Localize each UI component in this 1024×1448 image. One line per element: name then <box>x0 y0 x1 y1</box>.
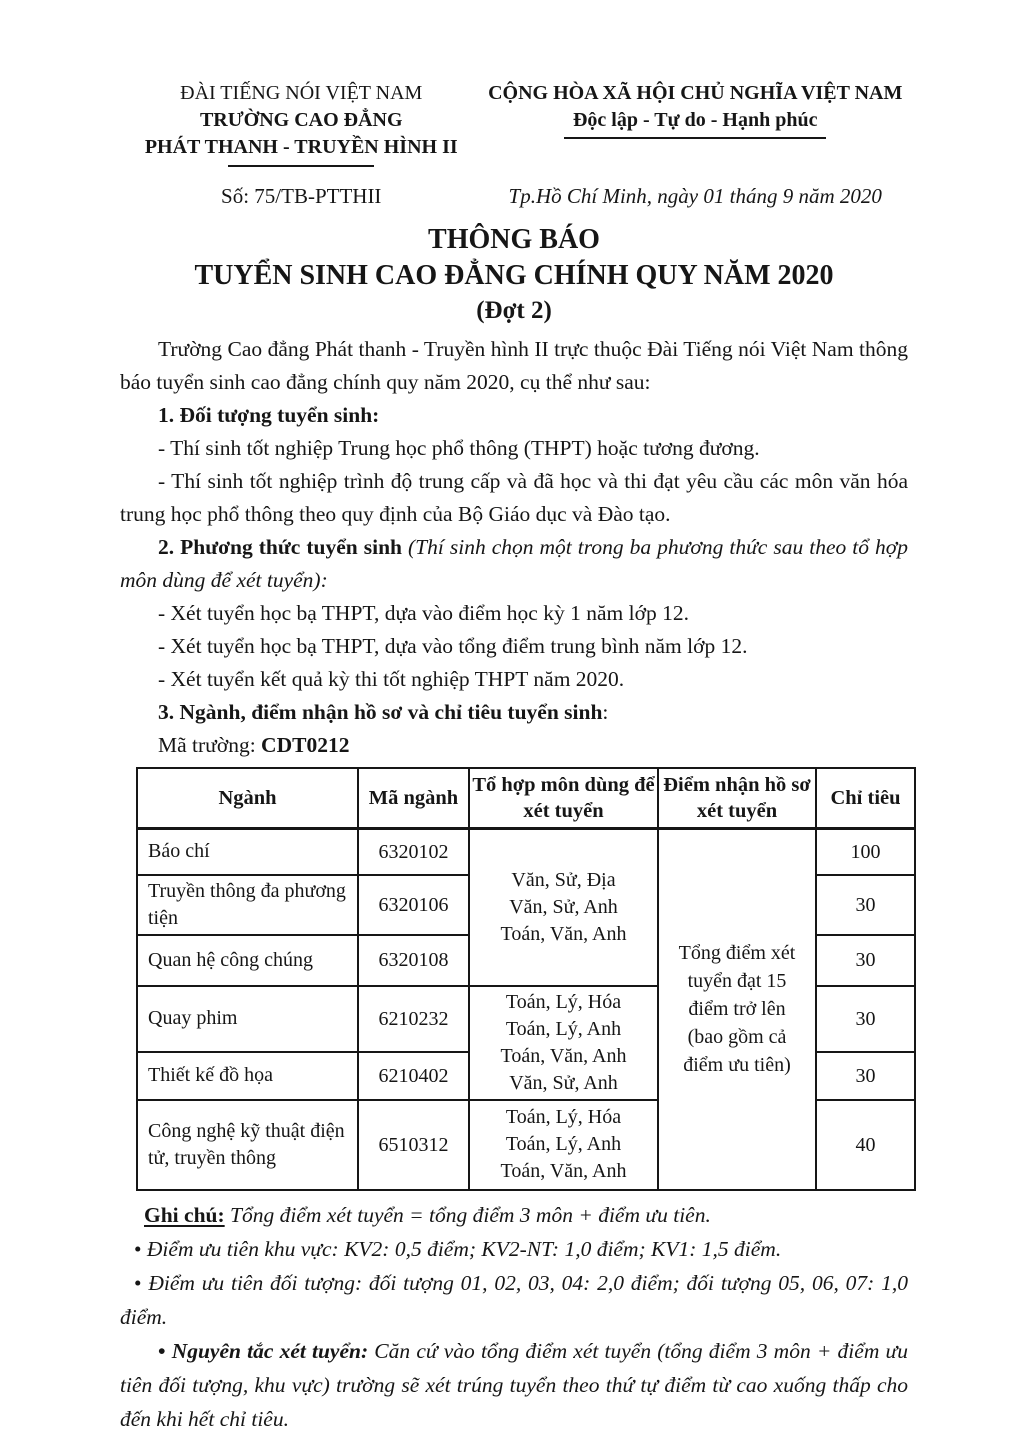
national-motto-block <box>482 80 908 167</box>
note-bullet3-text: Căn cứ vào tổng điểm xét tuyển (tổng điểm 3 môn + điểm ưu tiên đối tượng, khu vực) trường sẽ xét trúng tuyển theo thứ tự điểm từ cao xuống thấp cho đến khi hết chỉ tiêu. <box>120 1338 908 1431</box>
cell-diem-nhan: Tổng điểm xét tuyển đạt 15 điểm trở lên (bao gồm cả điểm ưu tiên) <box>658 829 816 1190</box>
cell-nganh: Truyền thông đa phương tiện <box>137 875 358 935</box>
title-block <box>120 222 908 327</box>
date-place: Tp.Hồ Chí Minh, ngày 01 tháng 9 năm 2020 <box>508 184 882 208</box>
document-body <box>120 333 908 1436</box>
cell-nganh: Báo chí <box>137 829 358 875</box>
school-code-paragraph <box>120 729 908 762</box>
table-row <box>137 829 915 875</box>
bullet-icon: • <box>134 1236 142 1261</box>
org-name-line2: PHÁT THANH - TRUYỀN HÌNH II <box>144 136 458 158</box>
to-hop-line: Văn, Sử, Địa <box>511 868 616 891</box>
note-bullet2 <box>120 1266 908 1334</box>
school-code-label: Mã trường: <box>158 733 262 757</box>
org-parent-name: ĐÀI TIẾNG NÓI VIỆT NAM <box>180 82 423 104</box>
section1-item1: - Thí sinh tốt nghiệp Trung học phổ thông (THPT) hoặc tương đương. <box>158 436 760 460</box>
section2-item1: - Xét tuyển học bạ THPT, dựa vào điểm học kỳ 1 năm lớp 12. <box>158 601 689 625</box>
to-hop-line: Văn, Sử, Anh <box>509 895 618 918</box>
motto-underline <box>564 137 826 139</box>
org-name-line1: TRƯỜNG CAO ĐẲNG <box>199 109 403 131</box>
col-header-ma-nganh: Mã ngành <box>358 768 469 829</box>
note-bullet1 <box>120 1232 908 1266</box>
to-hop-line: Toán, Lý, Hóa <box>505 1106 622 1128</box>
section2-item3: - Xét tuyển kết quả kỳ thi tốt nghiệp THPT năm 2020. <box>158 667 625 691</box>
note-label: Ghi chú: <box>144 1202 225 1227</box>
cell-nganh: Thiết kế đồ họa <box>137 1052 358 1100</box>
cell-ma-nganh: 6510312 <box>358 1100 469 1190</box>
org-underline <box>228 165 374 167</box>
cell-nganh: Quay phim <box>137 986 358 1052</box>
section3-heading: 3. Ngành, điểm nhận hồ sơ và chỉ tiêu tuyển sinh <box>158 700 603 724</box>
cell-ma-nganh: 6320108 <box>358 935 469 986</box>
school-code: CDT0212 <box>261 733 350 757</box>
table-header-row <box>137 768 915 829</box>
bullet-icon: • <box>134 1270 142 1295</box>
cell-chi-tieu: 100 <box>816 829 915 875</box>
section2-item2: - Xét tuyển học bạ THPT, dựa vào tổng điểm trung bình năm lớp 12. <box>158 634 748 658</box>
title-line2: TUYỂN SINH CAO ĐẲNG CHÍNH QUY NĂM 2020 <box>194 260 834 291</box>
cell-ma-nganh: 6210402 <box>358 1052 469 1100</box>
section2-heading: 2. Phương thức tuyển sinh <box>158 535 402 559</box>
to-hop-line: Toán, Lý, Anh <box>505 1017 622 1040</box>
section1-item2: - Thí sinh tốt nghiệp trình độ trung cấp và đã học và thi đạt yêu cầu các môn văn hóa trung học phổ thông theo quy định của Bộ Giáo dục và Đào tạo. <box>120 469 908 526</box>
col-header-diem-nhan: Điểm nhận hồ sơ xét tuyển <box>658 768 816 829</box>
cell-ma-nganh: 6320102 <box>358 829 469 875</box>
document-meta-row <box>120 184 908 209</box>
republic-title: CỘNG HÒA XÃ HỘI CHỦ NGHĨA VIỆT NAM <box>488 82 903 104</box>
issuing-org-block <box>120 80 482 167</box>
col-header-to-hop: Tổ hợp môn dùng để xét tuyển <box>469 768 658 829</box>
bullet-icon: • <box>158 1338 166 1363</box>
cell-nganh: Công nghệ kỹ thuật điện tử, truyền thông <box>137 1100 358 1190</box>
cell-to-hop-group1 <box>469 829 658 986</box>
title-line1: THÔNG BÁO <box>428 224 600 255</box>
to-hop-line: Toán, Lý, Anh <box>505 1133 622 1155</box>
cell-ma-nganh: 6320106 <box>358 875 469 935</box>
to-hop-line: Toán, Văn, Anh <box>500 1160 627 1182</box>
to-hop-line: Toán, Lý, Hóa <box>505 990 622 1013</box>
intro-paragraph: Trường Cao đẳng Phát thanh - Truyền hình II trực thuộc Đài Tiếng nói Việt Nam thông báo tuyển sinh cao đẳng chính quy năm 2020, cụ thể như sau: <box>120 337 908 394</box>
to-hop-line: Toán, Văn, Anh <box>500 1044 627 1067</box>
col-header-chi-tieu: Chỉ tiêu <box>816 768 915 829</box>
note-formula-paragraph <box>120 1198 908 1232</box>
to-hop-line: Toán, Văn, Anh <box>500 922 627 945</box>
cell-ma-nganh: 6210232 <box>358 986 469 1052</box>
to-hop-line: Văn, Sử, Anh <box>509 1071 618 1094</box>
notes-block <box>120 1198 908 1436</box>
admission-table <box>136 767 916 1191</box>
note-bullet2-text: Điểm ưu tiên đối tượng: đối tượng 01, 02, 03, 04: 2,0 điểm; đối tượng 05, 06, 07: 1,0 điểm. <box>120 1270 908 1329</box>
section3-heading-colon: : <box>602 700 609 724</box>
col-header-nganh: Ngành <box>137 768 358 829</box>
cell-to-hop-group2 <box>469 986 658 1100</box>
cell-chi-tieu: 30 <box>816 935 915 986</box>
cell-nganh: Quan hệ công chúng <box>137 935 358 986</box>
note-bullet3 <box>120 1334 908 1436</box>
note-bullet1-text: Điểm ưu tiên khu vực: KV2: 0,5 điểm; KV2-NT: 1,0 điểm; KV1: 1,5 điểm. <box>141 1236 782 1261</box>
cell-chi-tieu: 30 <box>816 986 915 1052</box>
motto-line: Độc lập - Tự do - Hạnh phúc <box>572 109 818 131</box>
title-round: (Đợt 2) <box>476 297 552 324</box>
cell-to-hop-group3 <box>469 1100 658 1190</box>
section2-heading-paragraph <box>120 531 908 597</box>
cell-chi-tieu: 40 <box>816 1100 915 1190</box>
section3-heading-paragraph <box>120 696 908 729</box>
section1-heading: 1. Đối tượng tuyển sinh: <box>158 403 380 427</box>
note-formula: Tổng điểm xét tuyển = tổng điểm 3 môn + điểm ưu tiên. <box>224 1202 711 1227</box>
note-bullet3-label: Nguyên tắc xét tuyển: <box>165 1338 369 1363</box>
cell-chi-tieu: 30 <box>816 875 915 935</box>
document-number: Số: 75/TB-PTTHII <box>221 184 382 208</box>
section2-heading-note: (Thí sinh chọn một trong ba phương thức sau theo tổ hợp môn dùng để xét tuyển): <box>120 535 908 592</box>
cell-chi-tieu: 30 <box>816 1052 915 1100</box>
document-header <box>120 80 908 167</box>
